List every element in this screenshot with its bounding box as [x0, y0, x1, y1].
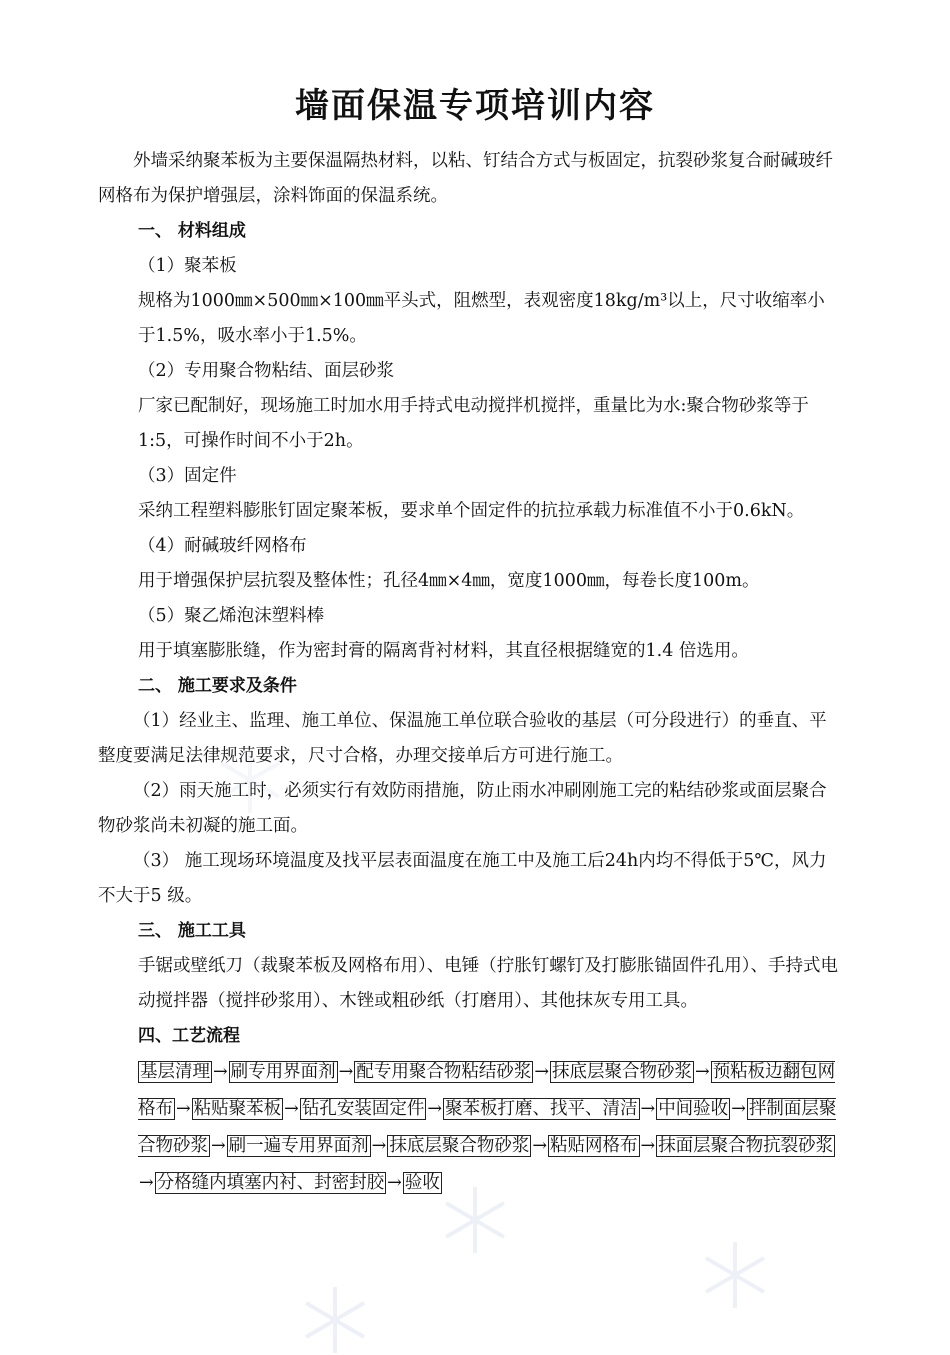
material-text: 厂家已配制好，现场施工时加水用手持式电动搅拌机搅拌，重量比为水:聚合物砂浆等于1:5，可操作时间不小于2h。: [138, 396, 809, 451]
process-step: 抹面层聚合物抗裂砂浆: [658, 1136, 834, 1156]
arrow-right-icon: →: [213, 1062, 228, 1082]
requirement-paragraph: （2）雨天施工时，必须实行有效防雨措施，防止雨水冲刷刚施工完的粘结砂浆或面层聚合物砂浆尚未初凝的施工面。: [98, 781, 827, 836]
arrow-right-icon: →: [532, 1136, 548, 1156]
section-heading-process: 四、工艺流程: [138, 1026, 240, 1046]
process-step: 拌制面层聚合物砂浆: [138, 1099, 837, 1156]
section-heading-materials: 一、 材料组成: [138, 221, 246, 241]
arrow-right-icon: →: [640, 1136, 656, 1156]
intro-paragraph: 外墙采纳聚苯板为主要保温隔热材料，以粘、钉结合方式与板固定，抗裂砂浆复合耐碱玻纤网格布为保护增强层，涂料饰面的保温系统。: [98, 151, 833, 206]
snowflake-watermark-icon: [300, 1285, 370, 1355]
process-step: 分格缝内填塞内衬、封密封胶: [156, 1173, 385, 1193]
material-label: （3）固定件: [138, 466, 237, 486]
process-step: 抹底层聚合物砂浆: [552, 1062, 693, 1082]
tools-paragraph: 手锯或壁纸刀（裁聚苯板及网格布用）、电锤（拧胀钉螺钉及打膨胀锚固件孔用）、手持式电动搅拌器（搅拌砂浆用）、木锉或粗砂纸（打磨用）、其他抹灰专用工具。: [138, 956, 838, 1011]
process-step: 聚苯板打磨、找平、清洁: [445, 1099, 638, 1119]
arrow-right-icon: →: [139, 1173, 154, 1193]
arrow-right-icon: →: [211, 1136, 226, 1156]
section-heading-requirements: 二、 施工要求及条件: [138, 676, 297, 696]
process-step: 预粘板边翻包网格布: [138, 1062, 836, 1119]
snowflake-watermark-icon: [440, 1185, 510, 1255]
arrow-right-icon: →: [387, 1173, 402, 1193]
material-text: 规格为1000㎜×500㎜×100㎜平头式，阻燃型，表观密度18kg/m³以上，尺寸收缩率小于1.5%，吸水率小于1.5%。: [138, 291, 825, 346]
material-label: （1）聚苯板: [138, 256, 237, 276]
process-step: 中间验收: [658, 1099, 729, 1119]
process-step: 粘贴聚苯板: [193, 1099, 282, 1119]
arrow-right-icon: →: [731, 1099, 746, 1119]
arrow-right-icon: →: [534, 1062, 550, 1082]
arrow-right-icon: →: [427, 1099, 443, 1119]
page-title: 墙面保温专项培训内容: [295, 86, 655, 126]
material-text: 用于增强保护层抗裂及整体性；孔径4㎜×4㎜，宽度1000㎜，每卷长度100m。: [138, 571, 760, 591]
process-step: 抹底层聚合物砂浆: [389, 1136, 530, 1156]
arrow-right-icon: →: [338, 1062, 354, 1082]
material-text: 用于填塞膨胀缝，作为密封膏的隔离背衬材料，其直径根据缝宽的1.4 倍选用。: [138, 641, 749, 661]
process-step: 刷一遍专用界面剂: [228, 1136, 369, 1156]
process-step: 基层清理: [140, 1062, 210, 1082]
material-label: （2）专用聚合物粘结、面层砂浆: [138, 361, 395, 381]
arrow-right-icon: →: [371, 1136, 387, 1156]
snowflake-watermark-icon: [700, 1240, 770, 1310]
process-step: 配专用聚合物粘结砂浆: [356, 1062, 532, 1082]
process-step: 刷专用界面剂: [230, 1062, 336, 1082]
process-step: 粘贴网格布: [550, 1136, 638, 1156]
material-label: （4）耐碱玻纤网格布: [138, 536, 307, 556]
process-flow: [98, 1054, 840, 1202]
arrow-right-icon: →: [640, 1099, 656, 1119]
material-text: 采纳工程塑料膨胀钉固定聚苯板，要求单个固定件的抗拉承载力标准值不小于0.6kN。: [138, 501, 805, 521]
arrow-right-icon: →: [695, 1062, 710, 1082]
process-step: 验收: [404, 1173, 440, 1193]
snowflake-watermark-icon: [215, 745, 285, 815]
requirement-paragraph: （1）经业主、监理、施工单位、保温施工单位联合验收的基层（可分段进行）的垂直、平整度要满足法律规范要求，尺寸合格，办理交接单后方可进行施工。: [98, 711, 827, 766]
document-body: [98, 144, 840, 1202]
material-label: （5）聚乙烯泡沫塑料棒: [138, 606, 325, 626]
requirement-paragraph: （3） 施工现场环境温度及找平层表面温度在施工中及施工后24h内均不得低于5℃，风力不大于5 级。: [98, 851, 827, 906]
section-heading-tools: 三、 施工工具: [138, 921, 246, 941]
arrow-right-icon: →: [284, 1099, 299, 1119]
arrow-right-icon: →: [176, 1099, 191, 1119]
process-step: 钻孔安装固定件: [301, 1099, 425, 1119]
